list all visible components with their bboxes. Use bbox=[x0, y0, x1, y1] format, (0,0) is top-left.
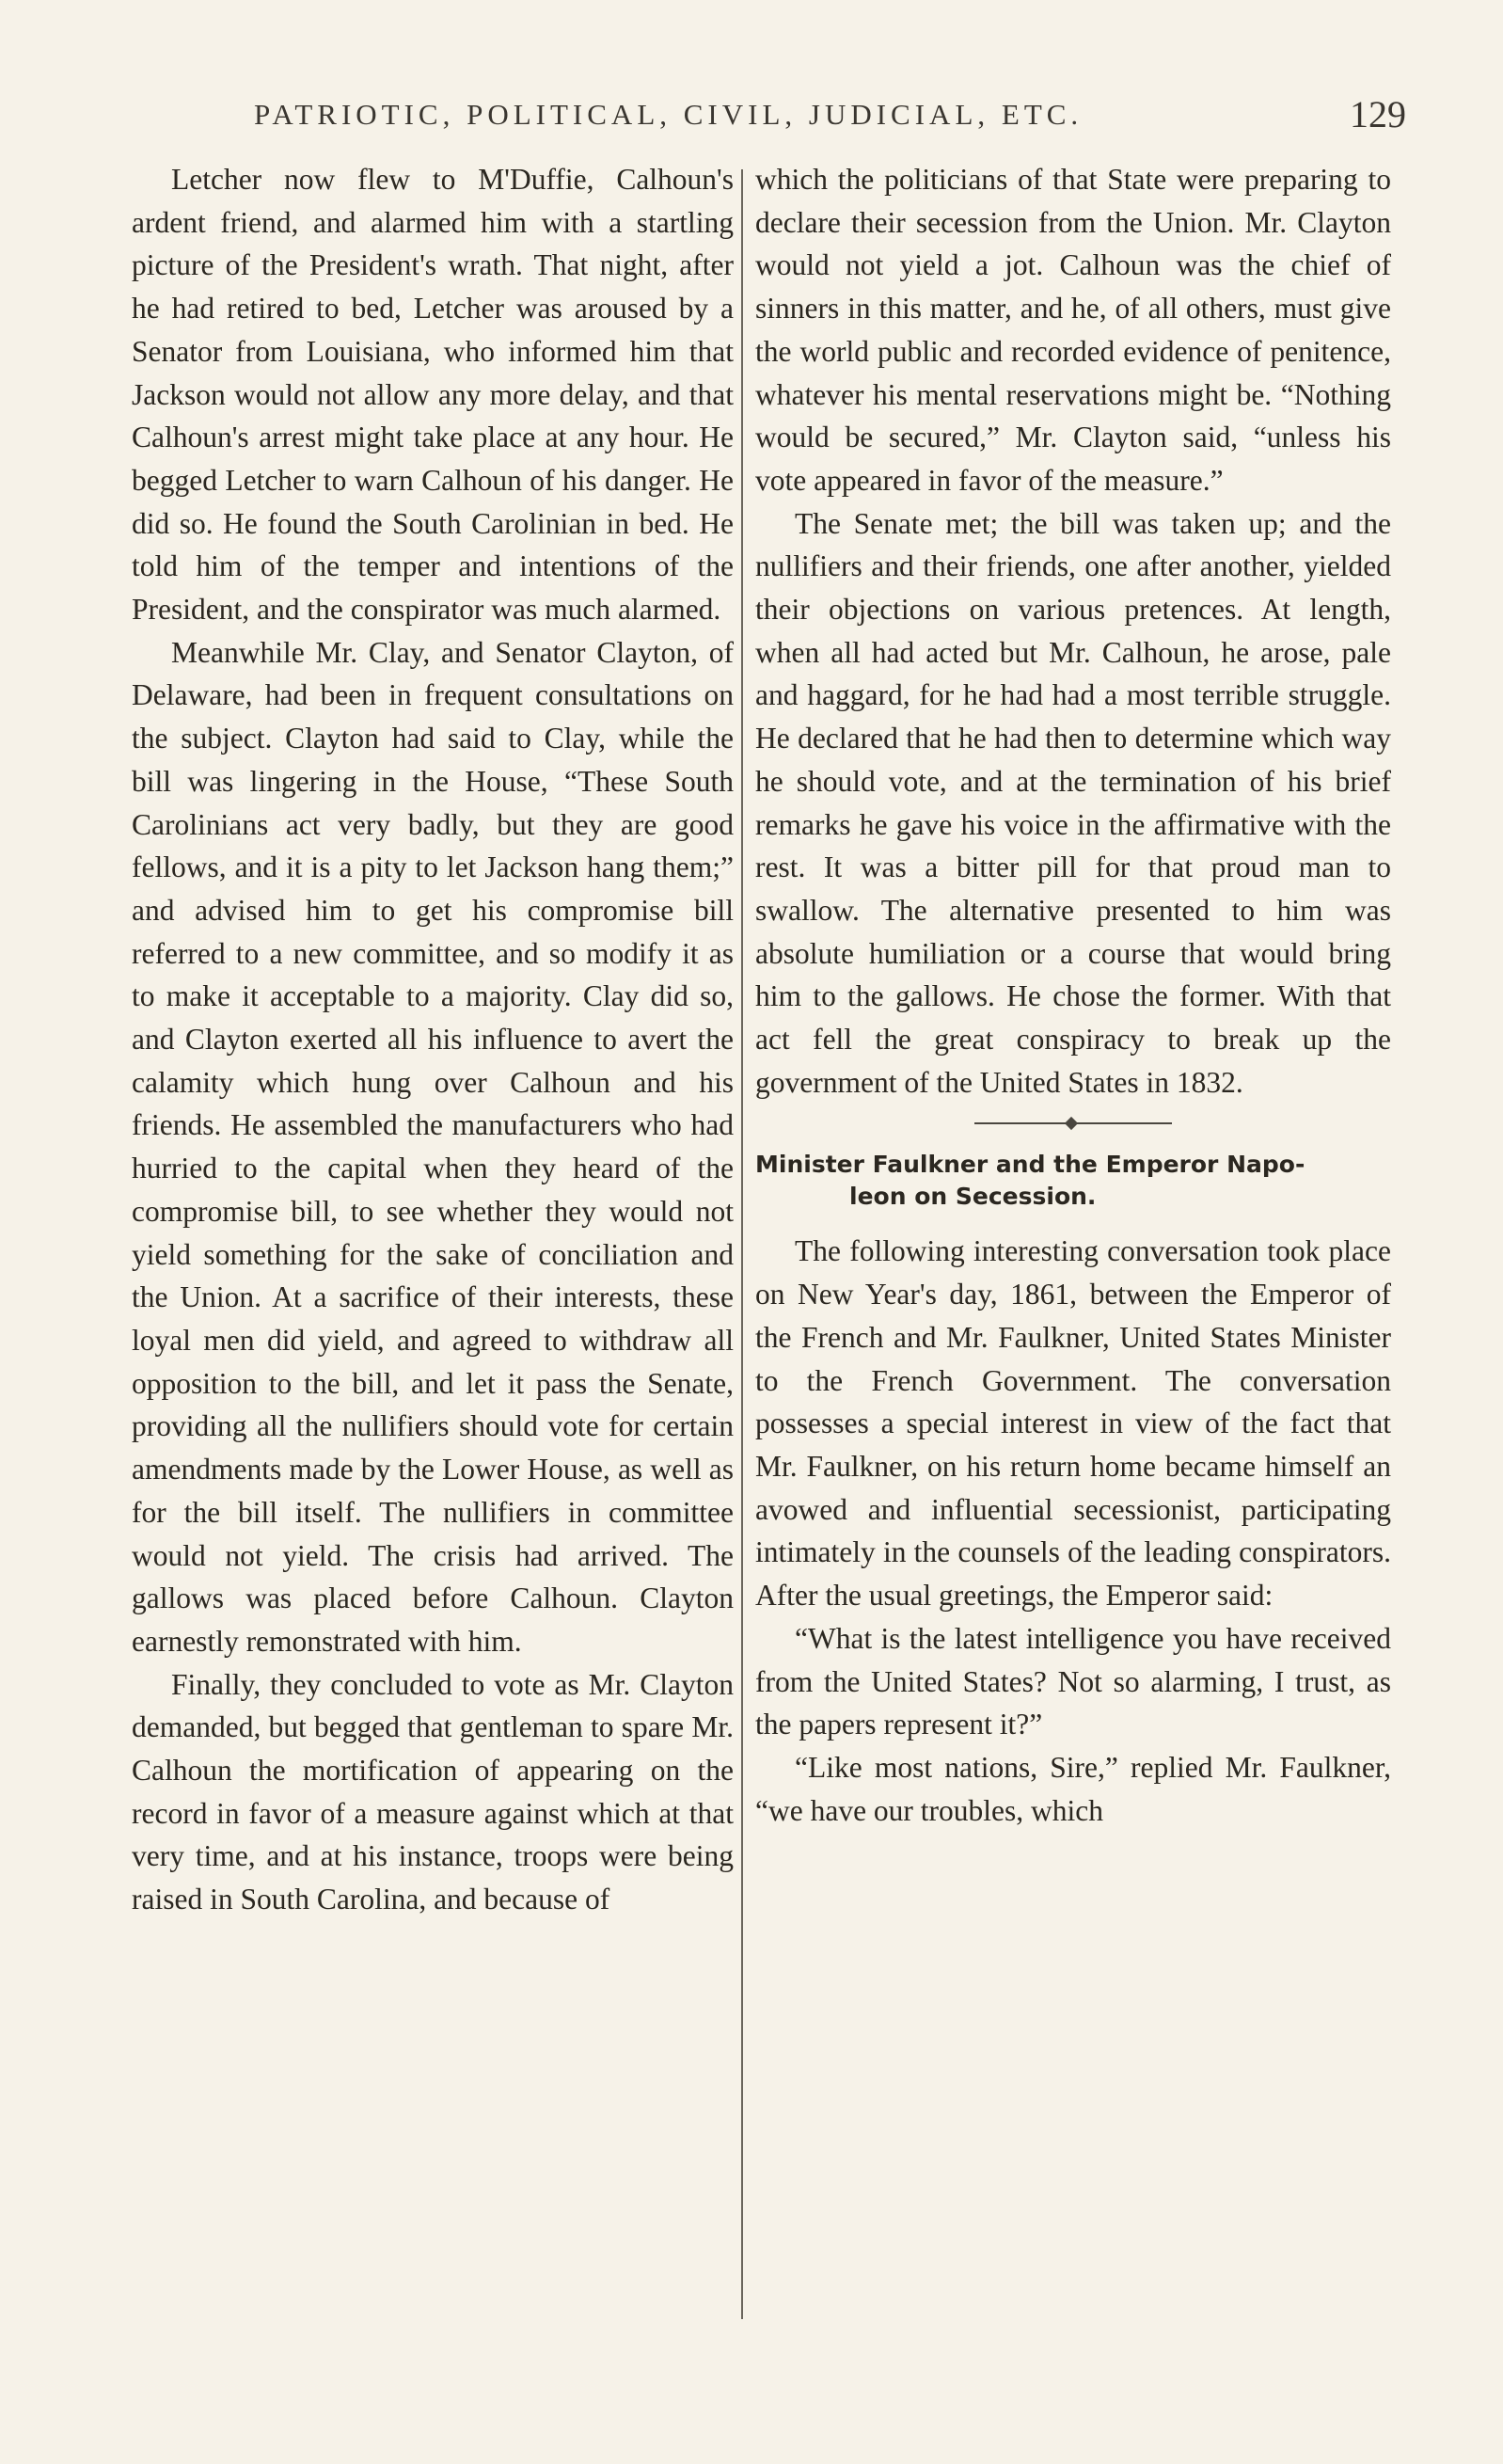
paragraph: Letcher now flew to M'Duffie, Calhoun's ardent friend, and alarmed him with a startling picture of the President's wrath. That night, after he had retired to bed, Letcher was aroused by a Senator from Louisiana, who informed him that Jackson would not allow any more delay, and that Calhoun's arrest might take place at any hour. He begged Letcher to warn Calhoun of his danger. He did so. He found the South Carolinian in bed. He told him of the temper and intentions of the President, and the conspirator was much alarmed. bbox=[132, 163, 734, 627]
paragraph: which the politicians of that State were preparing to declare their secession from the Union. Mr. Clayton would not yield a jot. Calhoun was the chief of sinners in this matter, and he, of all others, must give the world public and recorded evidence of penitence, whatever his mental reservations might be. “Nothing would be secured,” Mr. Clayton said, “unless his vote appeared in favor of the measure.” bbox=[755, 163, 1391, 497]
section-heading bbox=[755, 1149, 1391, 1213]
paragraph: “What is the latest intelligence you have received from the United States? Not so alarming, I trust, as the papers represent it?” bbox=[755, 1621, 1391, 1741]
paragraph: “Like most nations, Sire,” replied Mr. Faulkner, “we have our troubles, which bbox=[755, 1750, 1391, 1827]
paragraph: Meanwhile Mr. Clay, and Senator Clayton, of Delaware, had been in frequent consultations on the subject. Clayton had said to Clay, while the bill was lingering in the House, “These South Carolinians act very badly, but they are good fellows, and it is a pity to let Jackson hang them;” and advised him to get his compromise bill referred to a new committee, and so modify it as to make it acceptable to a majority. Clay did so, and Clayton exerted all his influence to avert the calamity which hung over Calhoun and his friends. He assembled the manufacturers who had hurried to the capital when they heard of the compromise bill, to see whether they would not yield something for the sake of conciliation and the Union. At a sacrifice of their interests, these loyal men did yield, and agreed to withdraw all opposition to the bill, and let it pass the Senate, providing all the nullifiers should vote for certain amendments made by the Lower House, as well as for the bill itself. The nullifiers in committee would not yield. The crisis had arrived. The gallows was placed before Calhoun. Clayton earnestly remonstrated with him. bbox=[132, 635, 734, 1658]
paragraph: The Senate met; the bill was taken up; and the nullifiers and their friends, one after another, yielded their objections on various pretences. At length, when all had acted but Mr. Calhoun, he arose, pale and haggard, for he had had a most terrible struggle. He declared that he had then to determine which way he should vote, and at the termination of his brief remarks he gave his voice in the affirmative with the rest. It was a bitter pill for that proud man to swallow. The alternative presented to him was absolute humiliation or a course that would bring him to the gallows. He chose the former. With that act fell the great conspiracy to break up the government of the United States in 1832. bbox=[755, 506, 1391, 1099]
column-divider bbox=[741, 169, 743, 2319]
page-number: 129 bbox=[1350, 93, 1406, 135]
section-heading-line: Minister Faulkner and the Emperor Napo- bbox=[755, 1151, 1305, 1179]
right-column bbox=[755, 158, 1391, 1832]
left-column bbox=[132, 158, 734, 1921]
running-title: PATRIOTIC, POLITICAL, CIVIL, JUDICIAL, ETC. bbox=[254, 98, 1084, 131]
section-heading-line: leon on Secession. bbox=[849, 1183, 1097, 1211]
section-separator bbox=[974, 1117, 1172, 1130]
running-head bbox=[235, 93, 1406, 145]
paragraph: The following interesting conversation took place on New Year's day, 1861, between the Emperor of the French and Mr. Faulkner, United States Minister to the French Government. The conversation possesses a special interest in view of the fact that Mr. Faulkner, on his return home became himself an avowed and influential secessionist, participating intimately in the counsels of the leading conspirators. After the usual greetings, the Emperor said: bbox=[755, 1234, 1391, 1613]
paragraph: Finally, they concluded to vote as Mr. Clayton demanded, but begged that gentleman to spare Mr. Calhoun the mortification of appearing on the record in favor of a measure against which at that very time, and at his instance, troops were being raised in South Carolina, and because of bbox=[132, 1667, 734, 1916]
separator-ornament bbox=[1065, 1117, 1078, 1130]
